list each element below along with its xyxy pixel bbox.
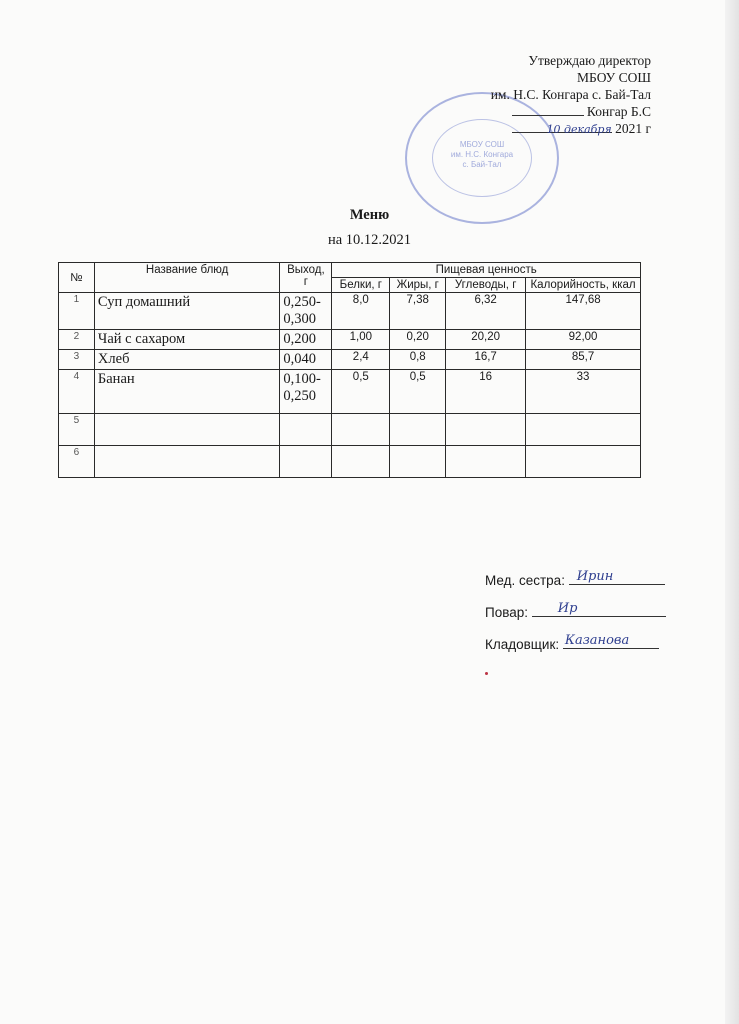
dish-output <box>280 414 332 446</box>
header-output: Выход, г <box>280 263 332 293</box>
header-calories: Калорийность, ккал <box>526 278 641 293</box>
dish-name <box>94 446 279 478</box>
page-subtitle: на 10.12.2021 <box>327 232 412 248</box>
dish-protein: 1,00 <box>332 330 390 350</box>
cook-label: Повар: <box>485 605 528 620</box>
dish-fat: 0,8 <box>390 350 446 370</box>
row-number: 4 <box>59 370 95 414</box>
row-number: 1 <box>59 293 95 330</box>
table-row <box>59 414 641 446</box>
dish-name: Банан <box>94 370 279 414</box>
table-row <box>59 293 641 330</box>
table-header-row-1 <box>59 263 641 278</box>
storekeeper-signature-line <box>563 634 659 649</box>
dish-protein: 2,4 <box>332 350 390 370</box>
table-row <box>59 446 641 478</box>
dish-kcal: 85,7 <box>526 350 641 370</box>
approval-year: 2021 г <box>615 121 651 136</box>
dish-fat: 7,38 <box>390 293 446 330</box>
dish-carbs: 16,7 <box>446 350 526 370</box>
dish-carbs <box>446 446 526 478</box>
cook-signature-line <box>532 602 666 617</box>
header-name: Название блюд <box>94 263 279 293</box>
header-carbs: Углеводы, г <box>446 278 526 293</box>
dish-kcal: 147,68 <box>526 293 641 330</box>
header-nutrition: Пищевая ценность <box>332 263 641 278</box>
dish-output <box>280 446 332 478</box>
dish-carbs <box>446 414 526 446</box>
approval-line-1: Утверждаю директор <box>528 53 651 68</box>
nurse-signature-row <box>485 565 666 597</box>
header-number: № <box>59 263 95 293</box>
dish-kcal <box>526 414 641 446</box>
signatures-block <box>485 565 666 661</box>
row-number: 6 <box>59 446 95 478</box>
ink-dot <box>485 672 488 675</box>
approval-line-2: МБОУ СОШ <box>577 70 651 85</box>
row-number: 3 <box>59 350 95 370</box>
nurse-label: Мед. сестра: <box>485 573 565 588</box>
page-edge <box>725 0 739 1024</box>
cook-signature-row <box>485 597 666 629</box>
row-number: 2 <box>59 330 95 350</box>
dish-output: 0,250-0,300 <box>280 293 332 330</box>
approval-line-4 <box>491 103 651 120</box>
dish-kcal <box>526 446 641 478</box>
approval-line-3: им. Н.С. Конгара с. Бай-Тал <box>490 87 651 102</box>
dish-fat: 0,5 <box>390 370 446 414</box>
handwritten-date: 10 декабря <box>546 123 612 136</box>
dish-name <box>94 414 279 446</box>
dish-kcal: 33 <box>526 370 641 414</box>
dish-protein: 8,0 <box>332 293 390 330</box>
dish-carbs: 20,20 <box>446 330 526 350</box>
dish-protein: 0,5 <box>332 370 390 414</box>
header-fat: Жиры, г <box>390 278 446 293</box>
dish-output: 0,200 <box>280 330 332 350</box>
approval-date <box>491 120 651 137</box>
cook-handwritten-signature: Ир <box>557 601 578 616</box>
approval-block <box>491 52 651 137</box>
storekeeper-handwritten-signature: Казанова <box>564 633 630 648</box>
dish-carbs: 6,32 <box>446 293 526 330</box>
dish-name: Хлеб <box>94 350 279 370</box>
seal-text-2: им. Н.С. Конгара <box>450 150 514 159</box>
seal-text <box>437 140 527 170</box>
dish-carbs: 16 <box>446 370 526 414</box>
dish-output: 0,040 <box>280 350 332 370</box>
dish-output: 0,100-0,250 <box>280 370 332 414</box>
nurse-signature-line <box>569 570 665 585</box>
date-line <box>512 120 612 136</box>
table-row <box>59 350 641 370</box>
dish-name: Чай с сахаром <box>94 330 279 350</box>
dish-fat <box>390 414 446 446</box>
table-row <box>59 330 641 350</box>
dish-fat <box>390 446 446 478</box>
header-protein: Белки, г <box>332 278 390 293</box>
table-row <box>59 370 641 414</box>
dish-kcal: 92,00 <box>526 330 641 350</box>
director-signature-line <box>512 103 584 116</box>
dish-protein <box>332 414 390 446</box>
nurse-handwritten-signature: Ирин <box>576 569 614 584</box>
seal-text-3: с. Бай-Тал <box>462 160 502 169</box>
page-title: Меню <box>349 207 390 223</box>
director-name: Конгар Б.С <box>586 104 651 119</box>
row-number: 5 <box>59 414 95 446</box>
dish-protein <box>332 446 390 478</box>
storekeeper-signature-row <box>485 629 666 661</box>
menu-table <box>58 262 641 478</box>
dish-fat: 0,20 <box>390 330 446 350</box>
dish-name: Суп домашний <box>94 293 279 330</box>
storekeeper-label: Кладовщик: <box>485 637 560 652</box>
seal-text-1: МБОУ СОШ <box>459 140 505 149</box>
